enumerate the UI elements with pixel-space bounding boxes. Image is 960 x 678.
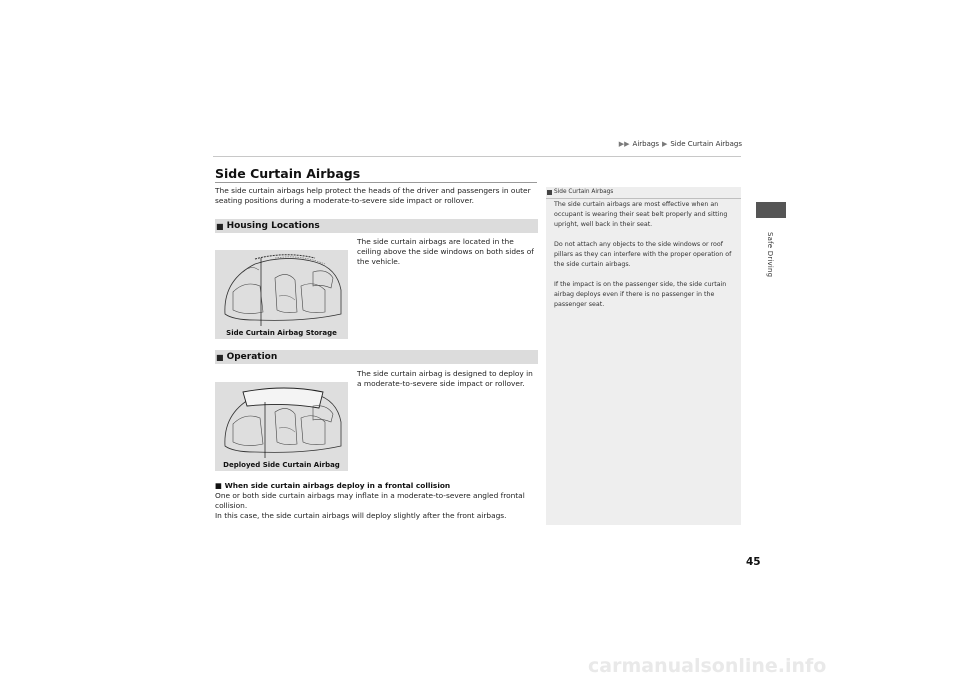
- breadcrumb-arrow-icon: ▶▶: [618, 140, 630, 148]
- frontal-collision-heading-text: When side curtain airbags deploy in a frontal collision: [224, 481, 451, 490]
- square-bullet-icon: ■: [216, 221, 224, 231]
- frontal-collision-heading: [215, 481, 450, 490]
- figure-deployed-airbag: [215, 382, 348, 471]
- note-title-text: Side Curtain Airbags: [554, 189, 614, 195]
- note-divider: [546, 198, 741, 199]
- breadcrumb-item-side-curtain-airbags[interactable]: Side Curtain Airbags: [670, 140, 742, 148]
- breadcrumb-arrow-icon: ▶: [661, 140, 668, 148]
- chapter-tab-marker: [756, 202, 786, 218]
- square-bullet-icon: ■: [216, 352, 224, 362]
- breadcrumb: [619, 140, 742, 148]
- section-heading-text: Operation: [226, 352, 278, 362]
- side-note-panel: [546, 187, 741, 525]
- breadcrumb-item-airbags[interactable]: Airbags: [632, 140, 659, 148]
- figure-airbag-storage: [215, 250, 348, 339]
- frontal-collision-text-1: One or both side curtain airbags may inflate in a moderate-to-severe angled frontal collision.: [215, 491, 525, 510]
- intro-paragraph: The side curtain airbags help protect the heads of the driver and passengers in outer seating positions during a moderate-to-severe side impact or rollover.: [215, 186, 531, 205]
- frontal-collision-text-2: In this case, the side curtain airbags will deploy slightly after the front airbags.: [215, 511, 507, 520]
- title-divider: [215, 182, 537, 183]
- note-paragraph-2: Do not attach any objects to the side windows or roof pillars as they can interfere with the proper operation of the side curtain airbags.: [554, 241, 732, 268]
- note-paragraph-1: The side curtain airbags are most effective when an occupant is wearing their seat belt properly and sitting upright, well back in their seat.: [554, 201, 728, 228]
- note-reference-icon: [547, 190, 552, 195]
- section-heading-operation: [215, 350, 538, 364]
- figure-caption: Deployed Side Curtain Airbag: [223, 461, 340, 469]
- car-interior-deployed-illustration: [215, 382, 348, 471]
- header-divider: [213, 156, 741, 157]
- chapter-tab-label: Safe Driving: [766, 232, 774, 278]
- page-number: 45: [746, 556, 761, 568]
- note-paragraph-3: If the impact is on the passenger side, the side curtain airbag deploys even if there is no passenger in the passenger seat.: [554, 281, 727, 308]
- watermark: carmanualsonline.info: [588, 655, 827, 677]
- figure-caption: Side Curtain Airbag Storage: [226, 329, 337, 337]
- frontal-collision-text: [215, 491, 540, 521]
- section-heading-text: Housing Locations: [226, 221, 320, 231]
- square-bullet-icon: ■: [215, 481, 222, 490]
- housing-locations-text: The side curtain airbags are located in the ceiling above the side windows on both sides of the vehicle.: [357, 237, 534, 266]
- section-heading-housing-locations: [215, 219, 538, 233]
- page-title: Side Curtain Airbags: [215, 166, 361, 181]
- car-interior-storage-illustration: [215, 250, 348, 339]
- note-title: [547, 189, 613, 195]
- operation-text: The side curtain airbag is designed to deploy in a moderate-to-severe side impact or rollover.: [357, 369, 533, 388]
